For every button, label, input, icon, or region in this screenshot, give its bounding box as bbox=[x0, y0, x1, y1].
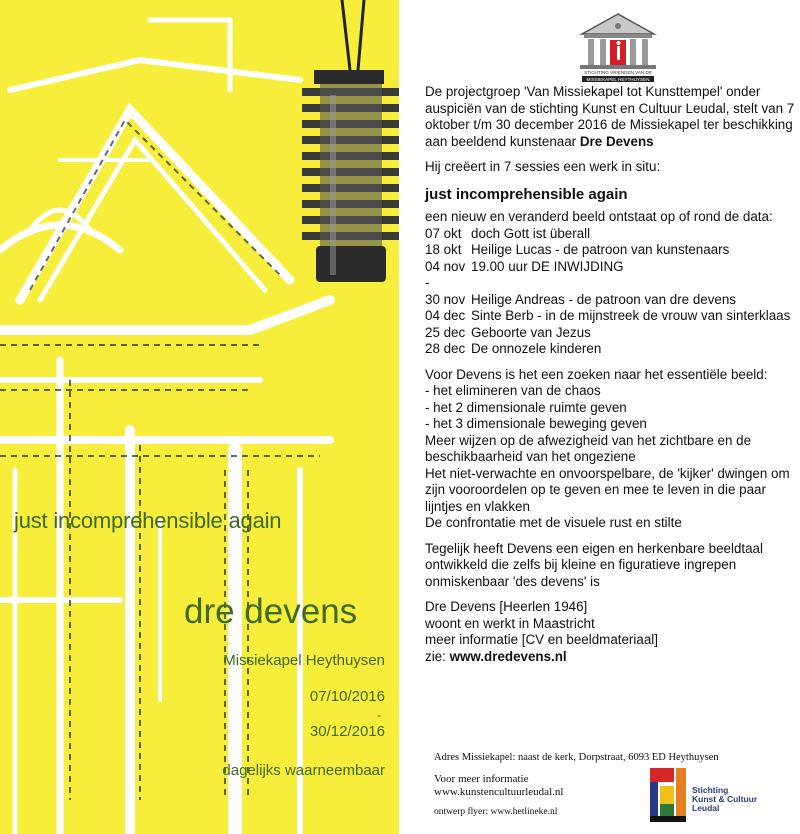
logo-line-2: MISSIEKAPEL HEYTHUYSEN bbox=[586, 77, 650, 82]
new-image-line: een nieuw en veranderd beeld ontstaat op of rond de data: bbox=[425, 209, 773, 224]
date-row bbox=[425, 341, 795, 358]
language-paragraph: Tegelijk heeft Devens een eigen en herkenbare beeldtaal ontwikkeld die zelfs bij kleine en figuratieve ingrepen onmiskenbaar 'des devens' is bbox=[425, 540, 763, 589]
date-row bbox=[425, 325, 795, 342]
date-row bbox=[425, 242, 795, 259]
info-label: Voor meer informatie bbox=[434, 773, 529, 785]
stichting-logo-text bbox=[692, 786, 757, 813]
website-prefix: zie: bbox=[425, 648, 446, 664]
search-line: Meer wijzen op de afwezigheid van het zichtbare en de beschikbaarheid van het ongeziene bbox=[425, 432, 752, 464]
session-dates-list bbox=[425, 226, 795, 358]
start-date: 07/10/2016 bbox=[309, 688, 385, 705]
design-credit: ontwerp flyer: www.hetlineke.nl bbox=[434, 807, 558, 817]
date-description: Heilige Lucas - de patroon van kunstenaars bbox=[471, 242, 730, 257]
date-label: 04 dec bbox=[425, 308, 466, 323]
date-label: 28 dec bbox=[425, 341, 466, 356]
date-description: Heilige Andreas - de patroon van dre devens bbox=[471, 291, 737, 307]
intro-artist-name: Dre Devens bbox=[579, 133, 654, 149]
stichting-logo bbox=[648, 764, 763, 826]
missiekapel-logo bbox=[576, 12, 660, 82]
date-description: 19.00 uur DE INWIJDING bbox=[471, 258, 624, 274]
stichting-logo-mark bbox=[648, 764, 692, 824]
date-description: Sinte Berb - in de mijnstreek de vrouw van sinterklaas bbox=[471, 308, 791, 323]
date-row bbox=[425, 292, 795, 309]
website-line bbox=[425, 649, 795, 666]
date-description: De onnozele kinderen bbox=[471, 341, 602, 356]
date-description: doch Gott ist überall bbox=[471, 225, 591, 241]
intro-text: De projectgroep 'Van Missiekapel tot Kunsttempel' onder auspiciën van de stichting Kunst en Cultuur Leudal, stelt van 7 oktober t/m 30 december 2016 de Missiekapel ter beschikking aan beeldend kunstenaar bbox=[425, 84, 795, 149]
date-row bbox=[425, 308, 795, 325]
bio-line: woont en werkt in Maastricht bbox=[425, 615, 595, 631]
date-row bbox=[425, 226, 795, 243]
search-line: - het 2 dimensionale ruimte geven bbox=[425, 399, 627, 415]
stichting-line: Kunst & Cultuur bbox=[692, 794, 758, 804]
search-line: Voor Devens is het een zoeken naar het essentiële beeld: bbox=[425, 366, 768, 382]
bio-line: meer informatie [CV en beeldmateriaal] bbox=[425, 632, 658, 647]
date-label: 25 dec bbox=[425, 324, 466, 340]
creates-line: Hij creëert in 7 sessies een werk in situ: bbox=[425, 159, 661, 174]
poster-right-panel bbox=[399, 0, 800, 834]
description-text bbox=[425, 84, 795, 665]
poster-left-panel bbox=[0, 0, 399, 834]
poster-subtitle: just incomprehensible again bbox=[14, 508, 282, 533]
date-row bbox=[425, 259, 795, 292]
date-label: 18 okt bbox=[425, 242, 462, 257]
bio-line: Dre Devens [Heerlen 1946] bbox=[425, 599, 588, 614]
chapel-address: Adres Missiekapel: naast de kerk, Dorpstraat, 6093 ED Heythuysen bbox=[434, 752, 719, 763]
search-line: - het elimineren van de chaos bbox=[425, 383, 601, 398]
search-line: Het niet-verwachte en onvoorspelbare, de 'kijker' dwingen om zijn vooroordelen op te geven en mee te leven in die paar lijntjes en vlakken bbox=[425, 465, 790, 514]
venue-name: Missiekapel Heythuysen bbox=[223, 652, 385, 669]
intro-paragraph bbox=[425, 84, 795, 150]
date-description: Geboorte van Jezus bbox=[471, 324, 591, 340]
search-line: De confrontatie met de visuele rust en stilte bbox=[425, 515, 682, 530]
date-label: 30 nov bbox=[425, 291, 466, 307]
artist-name: dre devens bbox=[184, 592, 358, 631]
stichting-line: Stichting bbox=[692, 785, 729, 795]
date-label: 04 nov - bbox=[425, 258, 466, 290]
search-line: - het 3 dimensionale beweging geven bbox=[425, 416, 647, 431]
work-title: just incomprehensible again bbox=[425, 185, 628, 203]
daily-visible-note: dagelijks waarneembaar bbox=[222, 762, 385, 779]
website-link[interactable]: www.dredevens.nl bbox=[449, 648, 567, 664]
info-link[interactable]: www.kunstencultuurleudal.nl bbox=[434, 786, 564, 798]
stichting-line: Leudal bbox=[692, 803, 720, 813]
date-label: 07 okt bbox=[425, 225, 462, 241]
date-separator: - bbox=[377, 708, 381, 722]
lantern-image bbox=[302, 0, 399, 290]
logo-line-1: STICHTING VRIENDEN VAN DE bbox=[584, 70, 652, 75]
end-date: 30/12/2016 bbox=[309, 723, 385, 740]
